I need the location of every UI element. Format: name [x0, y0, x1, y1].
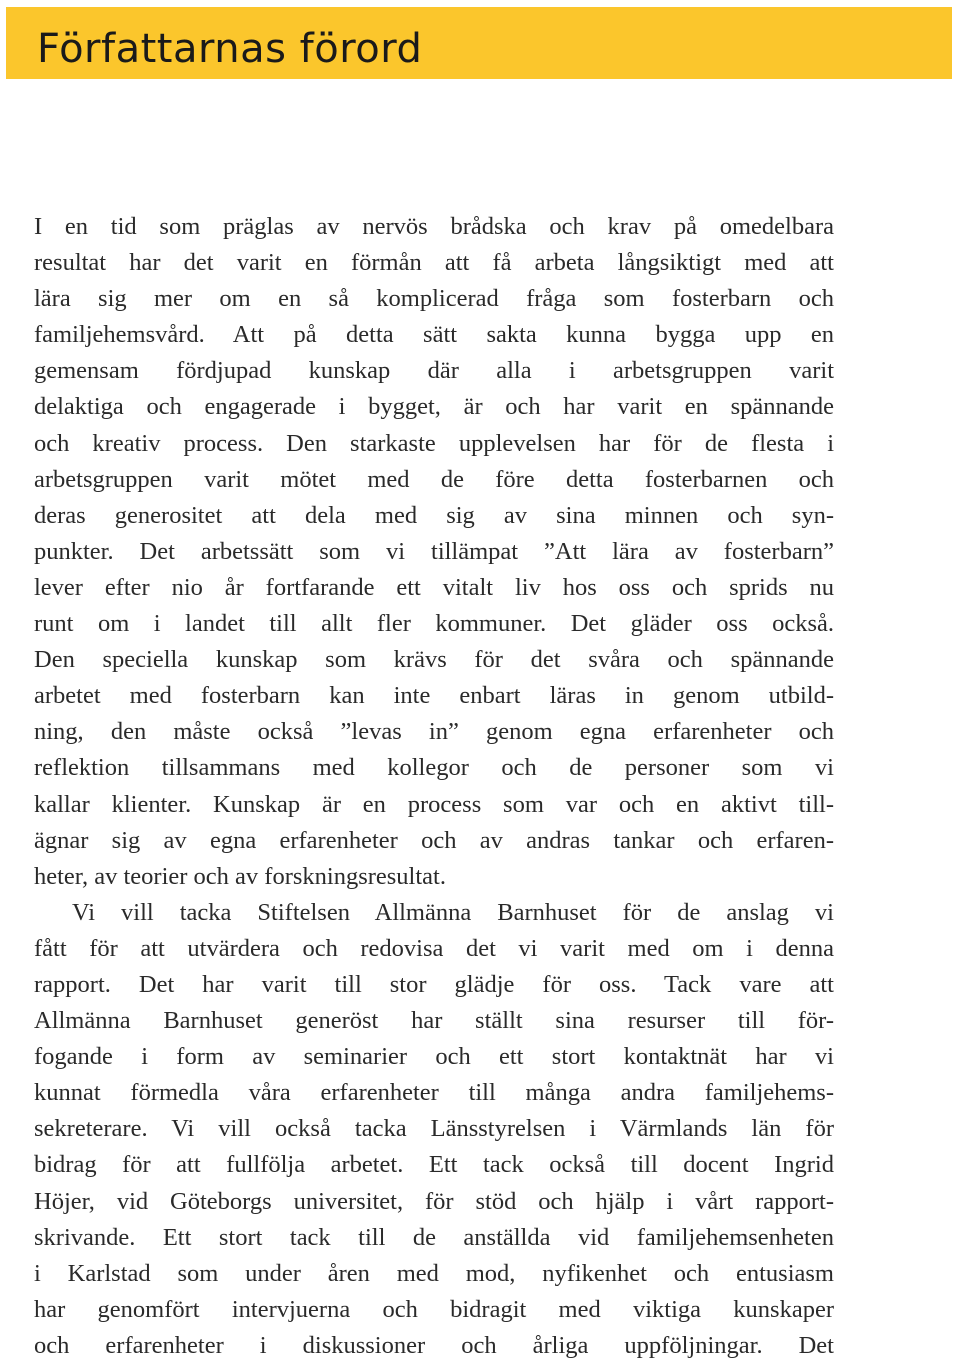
- text-line: kallar klienter. Kunskap är en process som var och en aktivt till-: [34, 790, 834, 818]
- title-banner: [6, 7, 952, 79]
- text-line: kunnat förmedla våra erfarenheter till många andra familjehems-: [34, 1079, 834, 1107]
- text-line: lära sig mer om en så komplicerad fråga som fosterbarn och: [34, 285, 834, 313]
- text-line: deras generositet att dela med sig av sina minnen och syn-: [34, 501, 834, 529]
- text-line: rapport. Det har varit till stor glädje för oss. Tack vare att: [34, 970, 834, 998]
- text-line: lever efter nio år fortfarande ett vitalt liv hos oss och sprids nu: [34, 573, 834, 601]
- text-line: fått för att utvärdera och redovisa det vi varit med om i denna: [34, 934, 834, 962]
- text-line: delaktiga och engagerade i bygget, är och har varit en spännande: [34, 393, 834, 421]
- text-line: resultat har det varit en förmån att få arbeta långsiktigt med att: [34, 249, 834, 277]
- text-line: familjehemsvård. Att på detta sätt sakta kunna bygga upp en: [34, 321, 834, 349]
- text-line: sekreterare. Vi vill också tacka Länsstyrelsen i Värmlands län för: [34, 1115, 834, 1143]
- text-line: arbetet med fosterbarn kan inte enbart läras in genom utbild-: [34, 682, 834, 710]
- text-line: heter, av teorier och av forskningsresultat.: [34, 862, 446, 890]
- text-line: reflektion tillsammans med kollegor och de personer som vi: [34, 754, 834, 782]
- text-line: och kreativ process. Den starkaste upplevelsen har för de flesta i: [34, 429, 834, 457]
- text-line: i Karlstad som under åren med mod, nyfikenhet och entusiasm: [34, 1259, 834, 1287]
- text-line: ning, den måste också ”levas in” genom egna erfarenheter och: [34, 718, 834, 746]
- paragraph-1: [34, 209, 834, 895]
- text-line: arbetsgruppen varit mötet med de före detta fosterbarnen och: [34, 465, 834, 493]
- text-line: skrivande. Ett stort tack till de anställda vid familjehemsenheten: [34, 1223, 834, 1251]
- text-line: Allmänna Barnhuset generöst har ställt sina resurser till för-: [34, 1007, 834, 1035]
- text-line: har genomfört intervjuerna och bidragit med viktiga kunskaper: [34, 1295, 834, 1323]
- paragraph-2: [34, 895, 834, 1364]
- text-line: bidrag för att fullfölja arbetet. Ett tack också till docent Ingrid: [34, 1151, 834, 1179]
- text-line: runt om i landet till allt fler kommuner. Det gläder oss också.: [34, 610, 834, 638]
- text-line: Den speciella kunskap som krävs för det svåra och spännande: [34, 646, 834, 674]
- text-line: gemensam fördjupad kunskap där alla i arbetsgruppen varit: [34, 357, 834, 385]
- page-title: Författarnas förord: [37, 26, 423, 72]
- text-line: Vi vill tacka Stiftelsen Allmänna Barnhuset för de anslag vi: [72, 898, 834, 926]
- text-line: Höjer, vid Göteborgs universitet, för stöd och hjälp i vårt rapport-: [34, 1187, 834, 1215]
- text-line: och erfarenheter i diskussioner och årliga uppföljningar. Det: [34, 1331, 834, 1359]
- text-line: punkter. Det arbetssätt som vi tillämpat ”Att lära av fosterbarn”: [34, 537, 834, 565]
- text-line: ägnar sig av egna erfarenheter och av andras tankar och erfaren-: [34, 826, 834, 854]
- text-line: fogande i form av seminarier och ett stort kontaktnät har vi: [34, 1043, 834, 1071]
- text-line: I en tid som präglas av nervös brådska och krav på omedelbara: [34, 213, 834, 240]
- body-text: [34, 209, 834, 1364]
